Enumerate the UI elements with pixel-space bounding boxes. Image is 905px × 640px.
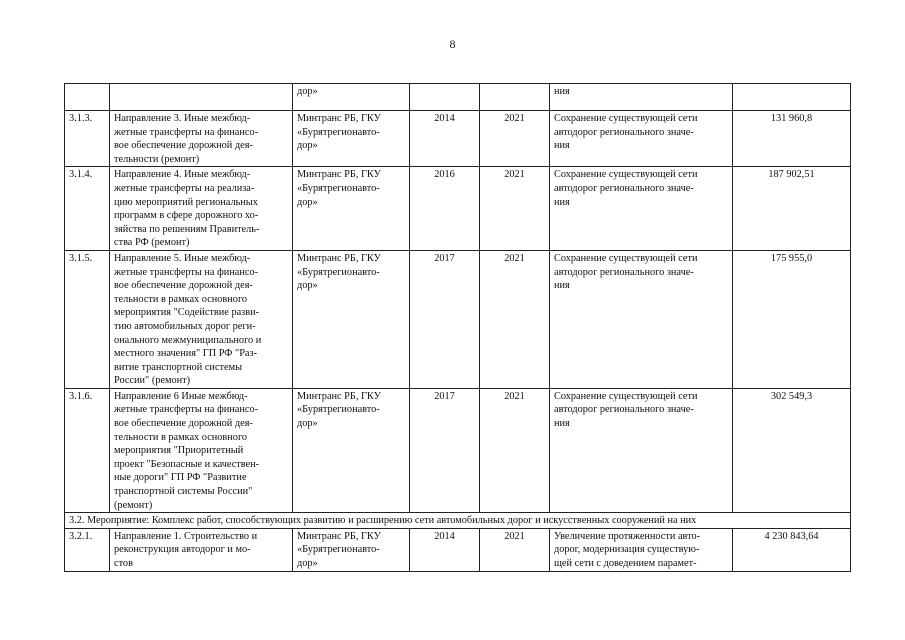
cell-start-year: 2017 [410,388,480,512]
page-number: 8 [449,37,456,51]
cell-num: 3.1.5. [65,250,110,388]
table-row [65,388,851,512]
cell-start-year [410,84,480,111]
cell-executor: дор» [293,84,410,111]
cell-end-year: 2021 [480,528,550,571]
table-row [65,111,851,167]
cell-amount: 4 230 843,64 [733,528,851,571]
cell-num: 3.1.6. [65,388,110,512]
cell-start-year: 2014 [410,528,480,571]
section-header: 3.2. Мероприятие: Комплекс работ, способствующих развитию и расширению сети автомобильных дорог и искусственных сооружений на них [65,513,851,529]
cell-name: Направление 5. Иные межбюд- жетные трансферты на финансо- вое обеспечение дорожной дея- тельности в рамках основного мероприятия "Содействие разви- тию автомобильных дорог реги- онального межмуниципального и местного значения" ГП РФ "Раз- витие транспортной системы России" (ремонт) [110,250,293,388]
cell-num: 3.1.3. [65,111,110,167]
cell-amount: 131 960,8 [733,111,851,167]
cell-executor: Минтранс РБ, ГКУ «Бурятрегионавто- дор» [293,528,410,571]
cell-executor: Минтранс РБ, ГКУ «Бурятрегионавто- дор» [293,250,410,388]
cell-name: Направление 1. Строительство и реконструкция автодорог и мо- стов [110,528,293,571]
program-table [64,83,851,572]
table-row [65,528,851,571]
cell-executor: Минтранс РБ, ГКУ «Бурятрегионавто- дор» [293,111,410,167]
cell-end-year: 2021 [480,111,550,167]
cell-name: Направление 4. Иные межбюд- жетные трансферты на реализа- цию мероприятий региональных программ в сфере дорожного хо- зяйства по решениям Правитель- ства РФ (ремонт) [110,167,293,251]
table-row [65,250,851,388]
cell-start-year: 2017 [410,250,480,388]
cell-end-year: 2021 [480,250,550,388]
cell-num [65,84,110,111]
cell-executor: Минтранс РБ, ГКУ «Бурятрегионавто- дор» [293,167,410,251]
cell-amount [733,84,851,111]
cell-end-year: 2021 [480,167,550,251]
cell-start-year: 2014 [410,111,480,167]
cell-result: Увеличение протяженности авто- дорог, модернизация существую- щей сети с доведением парамет- [550,528,733,571]
continuation-row [65,84,851,111]
cell-end-year [480,84,550,111]
cell-name [110,84,293,111]
cell-amount: 175 955,0 [733,250,851,388]
cell-start-year: 2016 [410,167,480,251]
cell-result: Сохранение существующей сети автодорог регионального значе- ния [550,167,733,251]
cell-amount: 187 902,51 [733,167,851,251]
section-header-row [65,513,851,529]
cell-result: Сохранение существующей сети автодорог регионального значе- ния [550,388,733,512]
cell-name: Направление 6 Иные межбюд- жетные трансферты на финансо- вое обеспечение дорожной дея- тельности в рамках основного мероприятия "Приоритетный проект "Безопасные и качествен- ные дороги" ГП РФ "Развитие транспортной системы России" (ремонт) [110,388,293,512]
cell-amount: 302 549,3 [733,388,851,512]
cell-num: 3.1.4. [65,167,110,251]
cell-result: ния [550,84,733,111]
cell-num: 3.2.1. [65,528,110,571]
cell-name: Направление 3. Иные межбюд- жетные трансферты на финансо- вое обеспечение дорожной дея- тельности (ремонт) [110,111,293,167]
cell-executor: Минтранс РБ, ГКУ «Бурятрегионавто- дор» [293,388,410,512]
cell-result: Сохранение существующей сети автодорог регионального значе- ния [550,111,733,167]
cell-end-year: 2021 [480,388,550,512]
table-row [65,167,851,251]
cell-result: Сохранение существующей сети автодорог регионального значе- ния [550,250,733,388]
